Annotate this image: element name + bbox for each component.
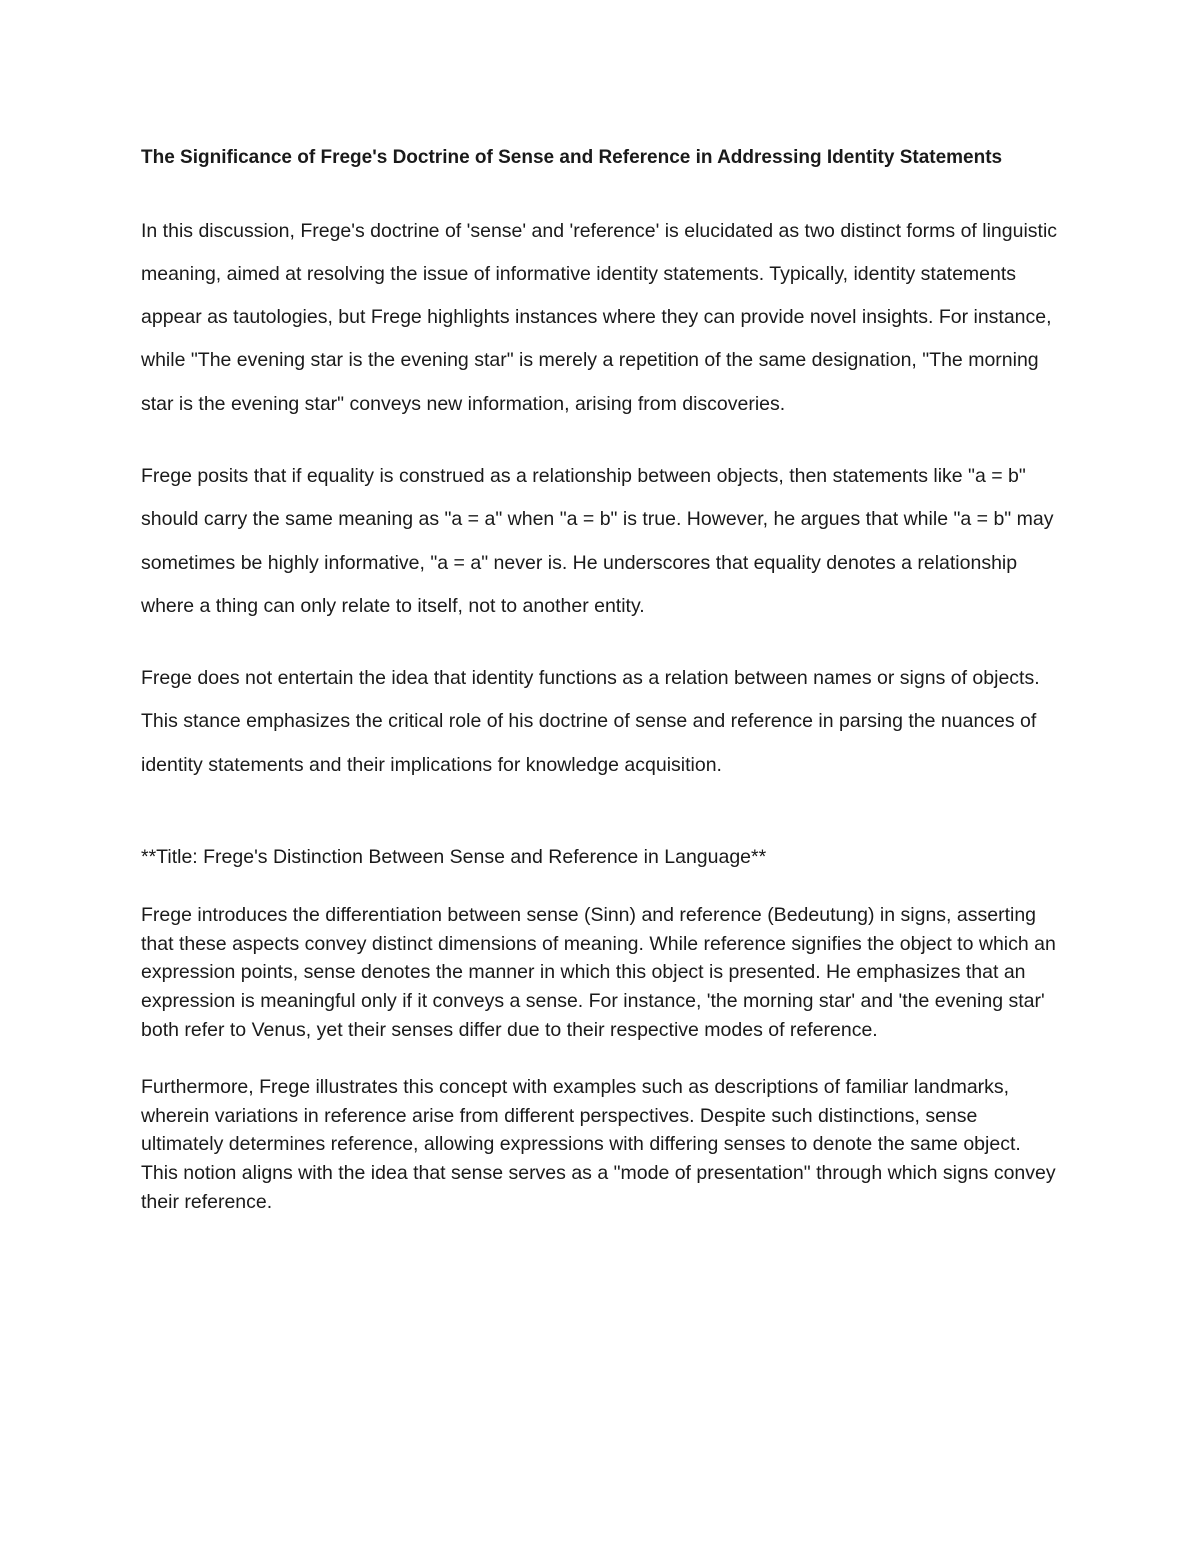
document-body	[141, 136, 1061, 1217]
paragraph-sense-reference-intro: In this discussion, Frege's doctrine of 'sense' and 'reference' is elucidated as two distinct forms of linguistic meaning, aimed at resolving the issue of informative identity statements. Typically, identity statements appear as tautologies, but Frege highlights instances where they can provide novel insights. For instance, while "The evening star is the evening star" is merely a repetition of the same designation, "The morning star is the evening star" conveys new information, arising from discoveries.	[141, 219, 1058, 415]
paragraph-equality-objects: Frege posits that if equality is construed as a relationship between objects, then statements like "a = b" should carry the same meaning as "a = a" when "a = b" is true. However, he argues that while "a = b" may sometimes be highly informative, "a = a" never is. He underscores that equality denotes a relationship where a thing can only relate to itself, not to another entity.	[141, 464, 1054, 617]
paragraph-identity-relation: Frege does not entertain the idea that identity functions as a relation between names or signs of objects. This stance emphasizes the critical role of his doctrine of sense and reference in parsing the nuances of identity statements and their implications for knowledge acquisition.	[141, 667, 1040, 776]
second-section-title: **Title: Frege's Distinction Between Sense and Reference in Language**	[141, 846, 767, 869]
paragraph-mode-of-presentation: Furthermore, Frege illustrates this concept with examples such as descriptions of familiar landmarks, wherein variations in reference arise from different perspectives. Despite such distinctions, sense ultimately determines reference, allowing expressions with differing senses to denote the same object. This notion aligns with the idea that sense serves as a "mode of presentation" through which signs convey their reference.	[141, 1075, 1056, 1214]
paragraph-sinn-bedeutung: Frege introduces the differentiation between sense (Sinn) and reference (Bedeutung) in signs, asserting that these aspects convey distinct dimensions of meaning. While reference signifies the object to which an expression points, sense denotes the manner in which this object is presented. He emphasizes that an expression is meaningful only if it conveys a sense. For instance, 'the morning star' and 'the evening star' both refer to Venus, yet their senses differ due to their respective modes of reference.	[141, 903, 1056, 1042]
document-title: The Significance of Frege's Doctrine of Sense and Reference in Addressing Identity Statements	[141, 147, 1003, 168]
